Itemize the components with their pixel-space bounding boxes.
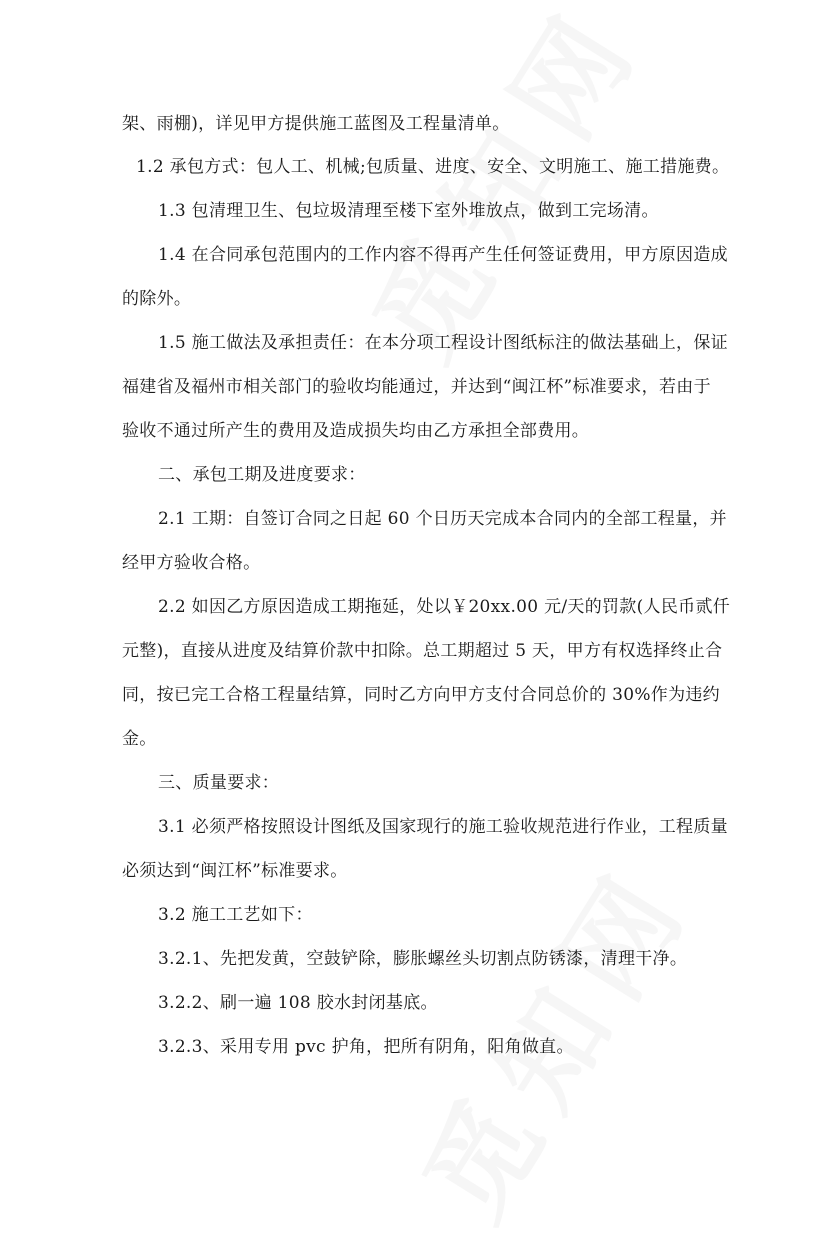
text-line: 架、雨棚)，详见甲方提供施工蓝图及工程量清单。 (122, 114, 510, 134)
section-heading: 二、承包工期及进度要求： (158, 465, 366, 485)
text-line: 的除外。 (122, 289, 192, 309)
text-line: 3.2.1、先把发黄，空鼓铲除，膨胀螺丝头切割点防锈漆，清理干净。 (158, 949, 688, 969)
watermark (330, 0, 671, 384)
text-line: 元整)，直接从进度及结算价款中扣除。总工期超过 5 天，甲方有权选择终止合 (122, 641, 723, 661)
text-line: 福建省及福州市相关部门的验收均能通过，并达到“闽江杯”标准要求，若由于 (122, 377, 711, 397)
text-line: 2.1 工期：自签订合同之日起 60 个日历天完成本合同内的全部工程量，并 (158, 509, 727, 529)
text-line: 1.4 在合同承包范围内的工作内容不得再产生任何签证费用，甲方原因造成 (158, 245, 728, 265)
text-line: 验收不通过所产生的费用及造成损失均由乙方承担全部费用。 (122, 421, 590, 441)
text-line: 3.2 施工工艺如下： (158, 905, 313, 925)
text-line: 必须达到“闽江杯”标准要求。 (122, 861, 348, 881)
text-line: 3.2.3、采用专用 pvc 护角，把所有阴角，阳角做直。 (158, 1037, 574, 1057)
text-line: 3.1 必须严格按照设计图纸及国家现行的施工验收规范进行作业，工程质量 (158, 817, 728, 837)
text-line: 同，按已完工合格工程量结算，同时乙方向甲方支付合同总价的 30%作为违约 (122, 685, 720, 705)
text-line: 经甲方验收合格。 (122, 553, 261, 573)
text-line: 3.2.2、刷一遍 108 胶水封闭基底。 (158, 993, 438, 1013)
text-line: 1.2 承包方式：包人工、机械;包质量、进度、安全、文明施工、施工措施费。 (136, 157, 730, 177)
section-heading: 三、质量要求： (158, 773, 280, 793)
text-line: 1.3 包清理卫生、包垃圾清理至楼下室外堆放点，做到工完场清。 (158, 201, 659, 221)
text-line: 金。 (122, 729, 157, 749)
text-line: 2.2 如因乙方原因造成工期拖延，处以￥20xx.00 元/天的罚款(人民币贰仟 (158, 597, 731, 617)
text-line: 1.5 施工做法及承担责任：在本分项工程设计图纸标注的做法基础上，保证 (158, 333, 728, 353)
